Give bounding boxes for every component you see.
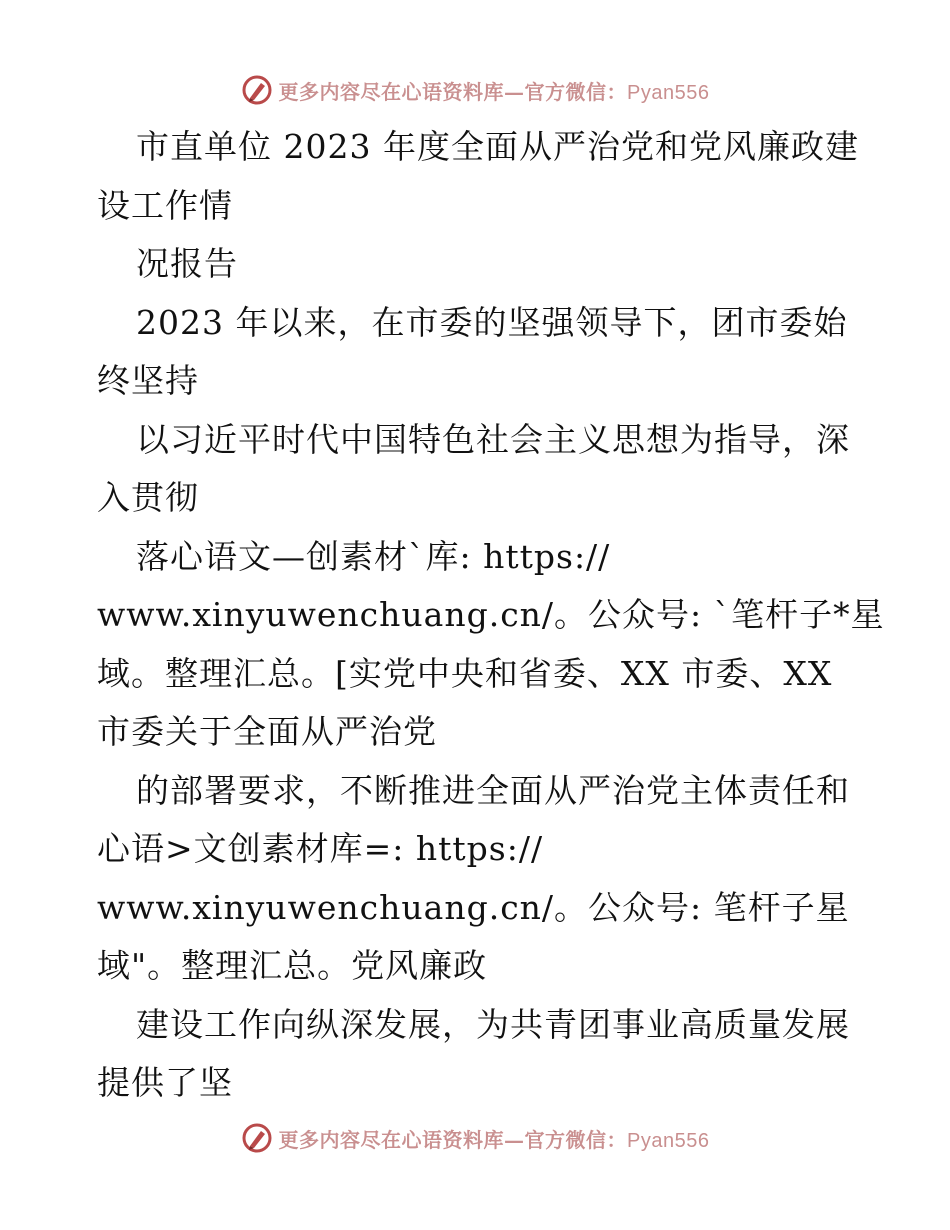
body-line: www.xinyuwenchuang.cn/。公众号: `笔杆子*星 [97,595,885,634]
header-wechat-id: Pyan556 [627,81,710,104]
body-line: 设工作情 [97,185,233,225]
body-line: 以习近平时代中国特色社会主义思想为指导，深 [136,419,850,459]
pen-logo-icon [241,1122,273,1154]
header-banner-text: 更多内容尽在心语资料库—官方微信： [278,79,628,104]
body-line: 的部署要求，不断推进全面从严治党主体责任和 [136,770,850,810]
footer-wechat-id: Pyan556 [627,1129,710,1152]
body-line: 落心语文—创素材`库: https:// [136,536,611,576]
footer-banner-text: 更多内容尽在心语资料库—官方微信： [278,1127,628,1152]
body-line: 提供了坚 [97,1063,233,1102]
body-line: 终坚持 [97,361,199,400]
footer-banner [0,1118,950,1158]
document-body [97,118,885,1113]
body-line: 2023 年以来，在市委的坚强领导下，团市委始 [136,302,848,342]
body-line: www.xinyuwenchuang.cn/。公众号: 笔杆子星 [97,887,850,927]
body-line: 况报告 [136,244,238,283]
body-line: 入贯彻 [97,478,199,517]
body-line: 域"。整理汇总。党风廉政 [97,946,488,985]
body-line: 市直单位 2023 年度全面从严治党和党风廉政建 [136,127,859,166]
body-line: 市委关于全面从严治党 [97,712,437,751]
body-line: 心语>文创素材库=: https:// [97,829,544,868]
body-line: 建设工作向纵深发展，为共青团事业高质量发展 [136,1004,850,1044]
header-banner [0,70,950,110]
pen-logo-icon [241,74,273,106]
body-line: 域。整理汇总。[实党中央和省委、XX 市委、XX [97,653,833,693]
